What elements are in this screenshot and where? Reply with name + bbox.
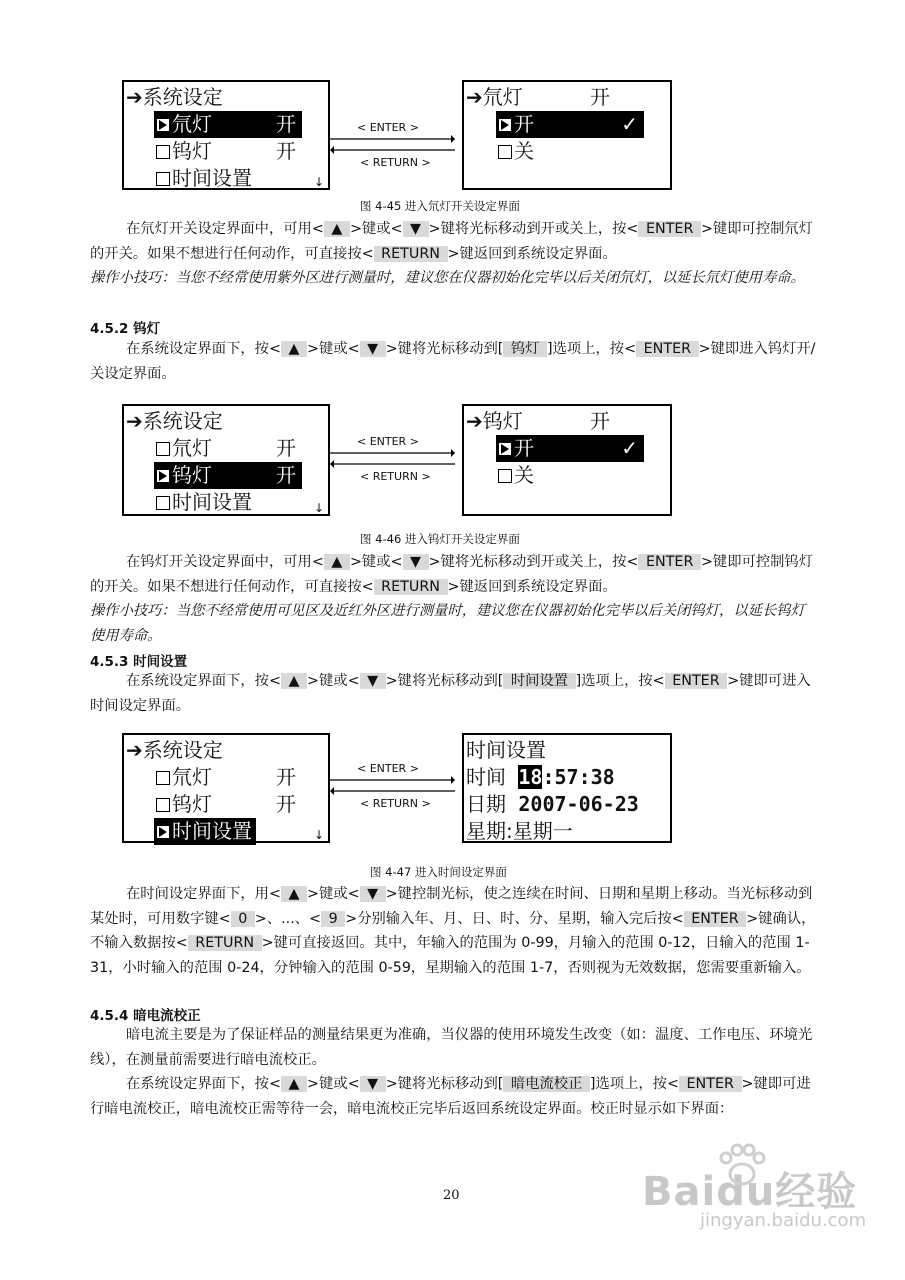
menu-item-deuterium-lamp: 氘灯 开 [154,111,302,138]
menu-item-time-setting: 时间设置 [156,489,252,516]
option-off: 关 [498,138,534,165]
checkbox-icon [156,145,170,159]
menu-item-time-setting: 时间设置 [156,165,252,192]
enter-label: < ENTER > [357,762,419,775]
weekday-row: 星期:星期一 [466,819,573,843]
tip-paragraph: 操作小技巧：当您不经常使用紫外区进行测量时，建议您在仪器初始化完毕以后关闭氘灯，以延长氘灯使用寿命。 [90,270,805,286]
figure-caption: 图 4-45 进入氘灯开关设定界面 [360,199,520,213]
time-row: 时间 18:57:38 [466,765,615,789]
fig47-right-screen [462,733,672,843]
menu-item-deuterium-lamp: 氘灯 开 [156,764,302,791]
checkbox-icon [156,496,170,510]
screen-title: ➔系统设定 [126,85,223,109]
fig45-left-screen [122,80,330,190]
paragraph: 在系统设定界面下，按< ▲ >键或< ▼ >键将光标移动到[ 暗电流校正 ]选项上，按< ENTER >键即可进行暗电流校正，暗电流校正需等待一会，暗电流校正完毕后返回系统设定界面。校正时显示如下界面： [90,1076,811,1117]
page-number: 20 [443,1188,460,1203]
section-heading: 4.5.3 时间设置 [90,654,188,670]
paragraph: 在系统设定界面下，按< ▲ >键或< ▼ >键将光标移动到[ 钨灯 ]选项上，按< ENTER >键即进入钨灯开/关设定界面。 [90,341,816,382]
fig46-left-screen [122,404,330,516]
hour-cursor: 18 [518,765,543,789]
baidu-watermark-url: jingyan.baidu.com [700,1210,867,1231]
option-on: 开 ✓ [496,435,644,462]
paragraph: 在系统设定界面下，按< ▲ >键或< ▼ >键将光标移动到[ 时间设置 ]选项上，按< ENTER >键即可进入时间设定界面。 [90,673,811,714]
figure-caption: 图 4-47 进入时间设定界面 [370,865,507,879]
return-label: < RETURN > [360,470,431,483]
figure-caption: 图 4-46 进入钨灯开关设定界面 [360,532,520,546]
paragraph: 在时间设定界面下，用< ▲ >键或< ▼ >键控制光标，使之连续在时间、日期和星期上移动。当光标移动到某处时，可用数字键< 0 >、...、< 9 >分别输入年、月、日、时、分、星期，输入完后按< ENTER >键确认，不输入数据按< RETURN >键可直接返回。其中，年输入的范围为 0-99，月输入的范围 0-12，日输入的范围 1-31，小时输入的范围 0-24，分钟输入的范围 0-59，星期输入的范围 1-7，否则视为无效数据，您需要重新输入。 [90,886,816,976]
check-mark-icon: ✓ [621,436,638,460]
return-label: < RETURN > [360,797,431,810]
baidu-watermark-logo: Baidu经验 [642,1169,858,1215]
checkbox-icon [156,771,170,785]
check-mark-icon: ✓ [621,112,638,136]
paragraph: 在钨灯开关设定界面中，可用< ▲ >键或< ▼ >键将光标移动到开或关上，按< ENTER >键即可控制钨灯的开关。如果不想进行任何动作，可直接按< RETURN >键返回到系统设定界面。 [90,554,814,595]
paw-icon [712,1140,772,1190]
tip-paragraph: 操作小技巧：当您不经常使用可见区及近红外区进行测量时，建议您在仪器初始化完毕以后关闭钨灯，以延长钨灯使用寿命。 [90,603,805,644]
menu-item-tungsten-lamp: 钨灯 开 [156,138,302,165]
return-label: < RETURN > [360,156,431,169]
section-heading: 4.5.4 暗电流校正 [90,1008,201,1024]
screen-title: 时间设置 [466,738,546,762]
scroll-down-icon: ↓ [313,501,324,515]
checkbox-icon [498,145,512,159]
checkbox-icon [498,469,512,483]
menu-item-tungsten-lamp: 钨灯 开 [156,791,302,818]
enter-label: < ENTER > [357,121,419,134]
option-on: 开 ✓ [496,111,644,138]
scroll-down-icon: ↓ [313,828,324,842]
menu-item-tungsten-lamp: 钨灯 开 [154,462,302,489]
checkbox-icon [156,172,170,186]
fig47-left-screen [122,733,330,843]
option-off: 关 [498,462,534,489]
screen-title: ➔钨灯 开 [466,409,610,433]
date-row: 日期 2007-06-23 [466,792,639,816]
screen-title: ➔系统设定 [126,738,223,762]
fig45-right-screen [462,80,672,190]
fig46-right-screen [462,404,672,516]
paragraph: 暗电流主要是为了保证样品的测量结果更为准确，当仪器的使用环境发生改变（如：温度、工作电压、环境光线），在测量前需要进行暗电流校正。 [90,1027,813,1068]
enter-label: < ENTER > [357,435,419,448]
menu-item-time-setting: 时间设置 [154,818,256,845]
checkbox-icon [156,798,170,812]
scroll-down-icon: ↓ [313,175,324,189]
paragraph: 在氘灯开关设定界面中，可用< ▲ >键或< ▼ >键将光标移动到开或关上，按< ENTER >键即可控制氘灯的开关。如果不想进行任何动作，可直接按< RETURN >键返回到系统设定界面。 [90,221,814,262]
screen-title: ➔氘灯 开 [466,85,610,109]
menu-item-deuterium-lamp: 氘灯 开 [156,435,302,462]
section-heading: 4.5.2 钨灯 [90,321,161,337]
screen-title: ➔系统设定 [126,409,223,433]
checkbox-icon [156,442,170,456]
